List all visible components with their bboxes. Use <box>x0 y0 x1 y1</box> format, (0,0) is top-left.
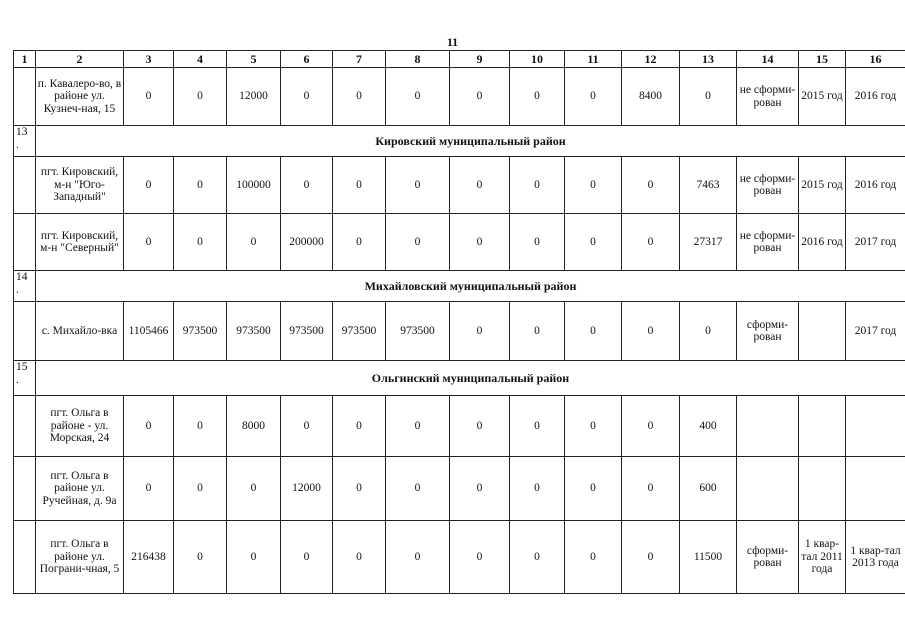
table-cell: 0 <box>622 157 680 214</box>
table-cell: не сформи-рован <box>737 214 799 271</box>
table-cell: 12000 <box>227 68 281 126</box>
table-cell <box>14 68 36 126</box>
table-cell: 0 <box>565 457 622 521</box>
table-cell: 0 <box>565 396 622 457</box>
table-cell: 0 <box>281 521 333 594</box>
table-cell: 0 <box>450 396 510 457</box>
column-header: 1 <box>14 51 36 68</box>
table-cell: 0 <box>174 157 227 214</box>
table-cell: 0 <box>565 68 622 126</box>
location-cell: пгт. Кировский, м-н "Северный" <box>36 214 124 271</box>
table-cell: сформи-рован <box>737 521 799 594</box>
table-cell: 0 <box>124 396 174 457</box>
table-cell: 0 <box>174 521 227 594</box>
table-cell: 0 <box>386 457 450 521</box>
section-number: 14 . <box>14 271 36 302</box>
table-cell: 0 <box>227 521 281 594</box>
column-header: 13 <box>680 51 737 68</box>
table-cell: 8000 <box>227 396 281 457</box>
table-cell <box>14 457 36 521</box>
column-header: 6 <box>281 51 333 68</box>
table-cell: не сформи-рован <box>737 157 799 214</box>
section-number: 13 . <box>14 126 36 157</box>
column-header: 16 <box>846 51 905 68</box>
table-cell: 0 <box>174 214 227 271</box>
table-cell: 0 <box>386 68 450 126</box>
table-cell: 0 <box>450 521 510 594</box>
table-cell: 0 <box>333 157 386 214</box>
table-cell <box>14 302 36 361</box>
table-cell: 200000 <box>281 214 333 271</box>
table-cell: 0 <box>174 68 227 126</box>
table-row <box>14 68 905 126</box>
table-cell: 0 <box>565 157 622 214</box>
table-cell: 216438 <box>124 521 174 594</box>
table-cell: 0 <box>124 68 174 126</box>
table-cell: 0 <box>450 302 510 361</box>
table-cell <box>14 214 36 271</box>
column-header: 9 <box>450 51 510 68</box>
table-cell: 0 <box>680 68 737 126</box>
table-row <box>14 521 905 594</box>
table-cell: 973500 <box>333 302 386 361</box>
table-cell <box>14 396 36 457</box>
table-row <box>14 157 905 214</box>
table-cell: 0 <box>333 214 386 271</box>
table-cell: 0 <box>124 214 174 271</box>
table-cell: 973500 <box>281 302 333 361</box>
table-cell: не сформи-рован <box>737 68 799 126</box>
table-cell: 0 <box>622 457 680 521</box>
table-cell: 0 <box>386 214 450 271</box>
section-row <box>14 271 905 302</box>
table-cell: 0 <box>510 521 565 594</box>
table-cell: 0 <box>281 157 333 214</box>
page-number: 11 <box>446 35 459 49</box>
table-cell <box>14 521 36 594</box>
section-row <box>14 361 905 396</box>
table-cell: 0 <box>174 396 227 457</box>
table-cell: 0 <box>510 396 565 457</box>
table-cell: 0 <box>386 521 450 594</box>
table-cell: 0 <box>124 157 174 214</box>
table-cell: 0 <box>227 457 281 521</box>
location-cell: пгт. Кировский, м-н "Юго-Западный" <box>36 157 124 214</box>
column-header: 10 <box>510 51 565 68</box>
table-cell: 973500 <box>227 302 281 361</box>
location-cell: пгт. Ольга в районе ул. Пограни-чная, 5 <box>36 521 124 594</box>
table-cell: 11500 <box>680 521 737 594</box>
column-header: 7 <box>333 51 386 68</box>
location-cell: пгт. Ольга в районе - ул. Морская, 24 <box>36 396 124 457</box>
table-cell: 2016 год <box>846 157 905 214</box>
table-cell: 12000 <box>281 457 333 521</box>
table-row <box>14 214 905 271</box>
column-header: 14 <box>737 51 799 68</box>
table-cell: 0 <box>565 521 622 594</box>
table-cell: 0 <box>450 457 510 521</box>
table-cell: сформи-рован <box>737 302 799 361</box>
table-cell: 0 <box>622 302 680 361</box>
column-header: 2 <box>36 51 124 68</box>
table-cell: 0 <box>333 457 386 521</box>
table-cell: 2017 год <box>846 214 905 271</box>
table-cell: 0 <box>386 157 450 214</box>
table-cell: 0 <box>510 214 565 271</box>
table-cell: 973500 <box>174 302 227 361</box>
table-cell: 0 <box>333 68 386 126</box>
table-cell <box>737 396 799 457</box>
column-header: 11 <box>565 51 622 68</box>
section-title: Михайловский муниципальный район <box>36 271 905 302</box>
section-number: 15 . <box>14 361 36 396</box>
table-cell: 0 <box>450 214 510 271</box>
table-cell: 2016 год <box>799 214 846 271</box>
table-cell: 2015 год <box>799 68 846 126</box>
table-cell <box>846 396 905 457</box>
column-header: 8 <box>386 51 450 68</box>
location-cell: пгт. Ольга в районе ул. Ручейная, д. 9а <box>36 457 124 521</box>
table-cell: 0 <box>281 68 333 126</box>
table-cell: 400 <box>680 396 737 457</box>
table-cell <box>799 396 846 457</box>
table-cell: 973500 <box>386 302 450 361</box>
table-row <box>14 457 905 521</box>
table-cell: 0 <box>333 521 386 594</box>
section-title: Ольгинский муниципальный район <box>36 361 905 396</box>
data-table <box>13 50 905 594</box>
table-cell: 0 <box>622 521 680 594</box>
table-cell: 2015 год <box>799 157 846 214</box>
table-cell: 0 <box>510 457 565 521</box>
table-cell: 0 <box>622 214 680 271</box>
table-cell: 100000 <box>227 157 281 214</box>
column-header: 12 <box>622 51 680 68</box>
table-cell: 0 <box>333 396 386 457</box>
table-cell: 0 <box>622 396 680 457</box>
table-cell <box>737 457 799 521</box>
table-cell <box>14 157 36 214</box>
table-cell: 27317 <box>680 214 737 271</box>
table-cell: 0 <box>565 214 622 271</box>
table-cell: 1 квар-тал 2013 года <box>846 521 905 594</box>
table-cell: 8400 <box>622 68 680 126</box>
header-row <box>14 51 905 68</box>
table-cell: 0 <box>565 302 622 361</box>
column-header: 4 <box>174 51 227 68</box>
table-row <box>14 302 905 361</box>
table-cell: 2017 год <box>846 302 905 361</box>
table-cell: 1105466 <box>124 302 174 361</box>
table-cell: 0 <box>281 396 333 457</box>
table-cell <box>846 457 905 521</box>
table-cell: 0 <box>174 457 227 521</box>
table-cell: 7463 <box>680 157 737 214</box>
table-cell: 0 <box>386 396 450 457</box>
table-row <box>14 396 905 457</box>
table-cell <box>799 302 846 361</box>
section-title: Кировский муниципальный район <box>36 126 905 157</box>
table-cell: 0 <box>450 68 510 126</box>
table-cell: 0 <box>510 302 565 361</box>
table-cell <box>799 457 846 521</box>
table-cell: 0 <box>510 157 565 214</box>
location-cell: п. Кавалеро-во, в районе ул. Кузнеч-ная, 15 <box>36 68 124 126</box>
column-header: 3 <box>124 51 174 68</box>
table-cell: 2016 год <box>846 68 905 126</box>
section-row <box>14 126 905 157</box>
table-cell: 600 <box>680 457 737 521</box>
table-cell: 0 <box>680 302 737 361</box>
column-header: 5 <box>227 51 281 68</box>
table-cell: 0 <box>124 457 174 521</box>
table-cell: 0 <box>450 157 510 214</box>
table-cell: 0 <box>227 214 281 271</box>
table-cell: 0 <box>510 68 565 126</box>
table-cell: 1 квар-тал 2011 года <box>799 521 846 594</box>
location-cell: с. Михайло-вка <box>36 302 124 361</box>
column-header: 15 <box>799 51 846 68</box>
